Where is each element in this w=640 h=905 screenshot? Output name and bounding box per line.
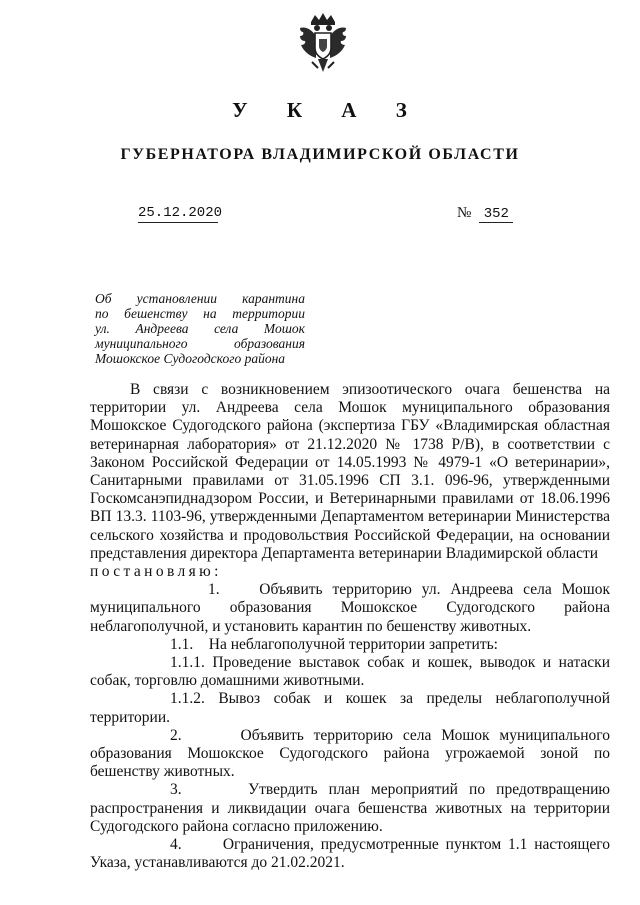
decree-item [90, 636, 610, 654]
item-text: Утвердить план мероприятий по предотвращению распространения и ликвидации очага бешенства животных на территории Судогодского района согласно приложению. [90, 781, 611, 835]
preamble-paragraph: В связи с возникновением эпизоотического очага бешенства на территории ул. Андреева села Мошок муниципального образования Мошокское Судогодского района (экспертиза ГБУ «Владимирская областная ветеринарная лаборатория» от 21.12.2020 № 1738 Р/В), в соответствии с Законом Российской Федерации от 14.05.1993 № 4979-1 «О ветеринарии», Санитарными правилами от 31.05.1996 СП 3.1. 096-96, утвержденными Госкомсанэпиднадзором России, и Ветеринарными правилами от 18.06.1996 ВП 13.3. 1103-96, утвержденными Департаментом ветеринарии Министерства сельского хозяйства и продовольствия Российской Федерации, на основании представления директора Департамента ветеринарии Владимирской области [90, 381, 610, 562]
decree-body [90, 381, 610, 872]
item-text: Вывоз собак и кошек за пределы неблагополучной территории. [90, 690, 610, 726]
decree-subject [95, 291, 305, 366]
item-number: 1.1.1. [170, 654, 205, 672]
document-number [457, 205, 513, 223]
item-number: 3. [170, 781, 182, 799]
decree-item [90, 654, 610, 690]
number-label: № [457, 205, 472, 221]
subject-line: Мошокское Судогодского района [95, 351, 286, 366]
subject-line: Об установлении карантина [95, 291, 305, 306]
subject-line: по бешенству на территории [95, 306, 305, 321]
item-number: 1.1. [170, 635, 194, 653]
item-number: 1. [208, 581, 220, 599]
subject-line: муниципального образования [95, 336, 305, 351]
document-type-title: У К А З [232, 98, 424, 122]
decree-word: постановляю: [90, 563, 222, 581]
decree-item [90, 727, 610, 782]
issuer-title: ГУБЕРНАТОРА ВЛАДИМИРСКОЙ ОБЛАСТИ [120, 146, 520, 163]
coat-of-arms-icon [296, 12, 350, 78]
item-number: 1.1.2. [170, 690, 205, 708]
document-date: 25.12.2020 [138, 205, 223, 221]
item-text: Объявить территорию села Мошок муниципального образования Мошокское Судогодского района угрожаемой зоной по бешенству животных. [90, 726, 611, 781]
item-text: На неблагополучной территории запретить: [208, 635, 498, 653]
item-text: Проведение выставок собак и кошек, выводок и натаски собак, торговлю домашними животными. [90, 654, 610, 690]
decree-item [90, 581, 610, 636]
item-number: 4. [170, 836, 182, 854]
decree-item [90, 781, 610, 836]
decree-item [90, 690, 610, 726]
decree-item [90, 836, 610, 872]
item-text: Ограничения, предусмотренные пунктом 1.1 настоящего Указа, устанавливаются до 21.02.2021. [90, 836, 610, 872]
number-value: 352 [479, 206, 513, 223]
subject-line: ул. Андреева села Мошок [95, 321, 305, 336]
item-text: Объявить территорию ул. Андреева села Мошок муниципального образования Мошокское Судогодского района неблагополучной, и установить карантин по бешенству животных. [90, 581, 611, 635]
item-number: 2. [170, 726, 182, 744]
